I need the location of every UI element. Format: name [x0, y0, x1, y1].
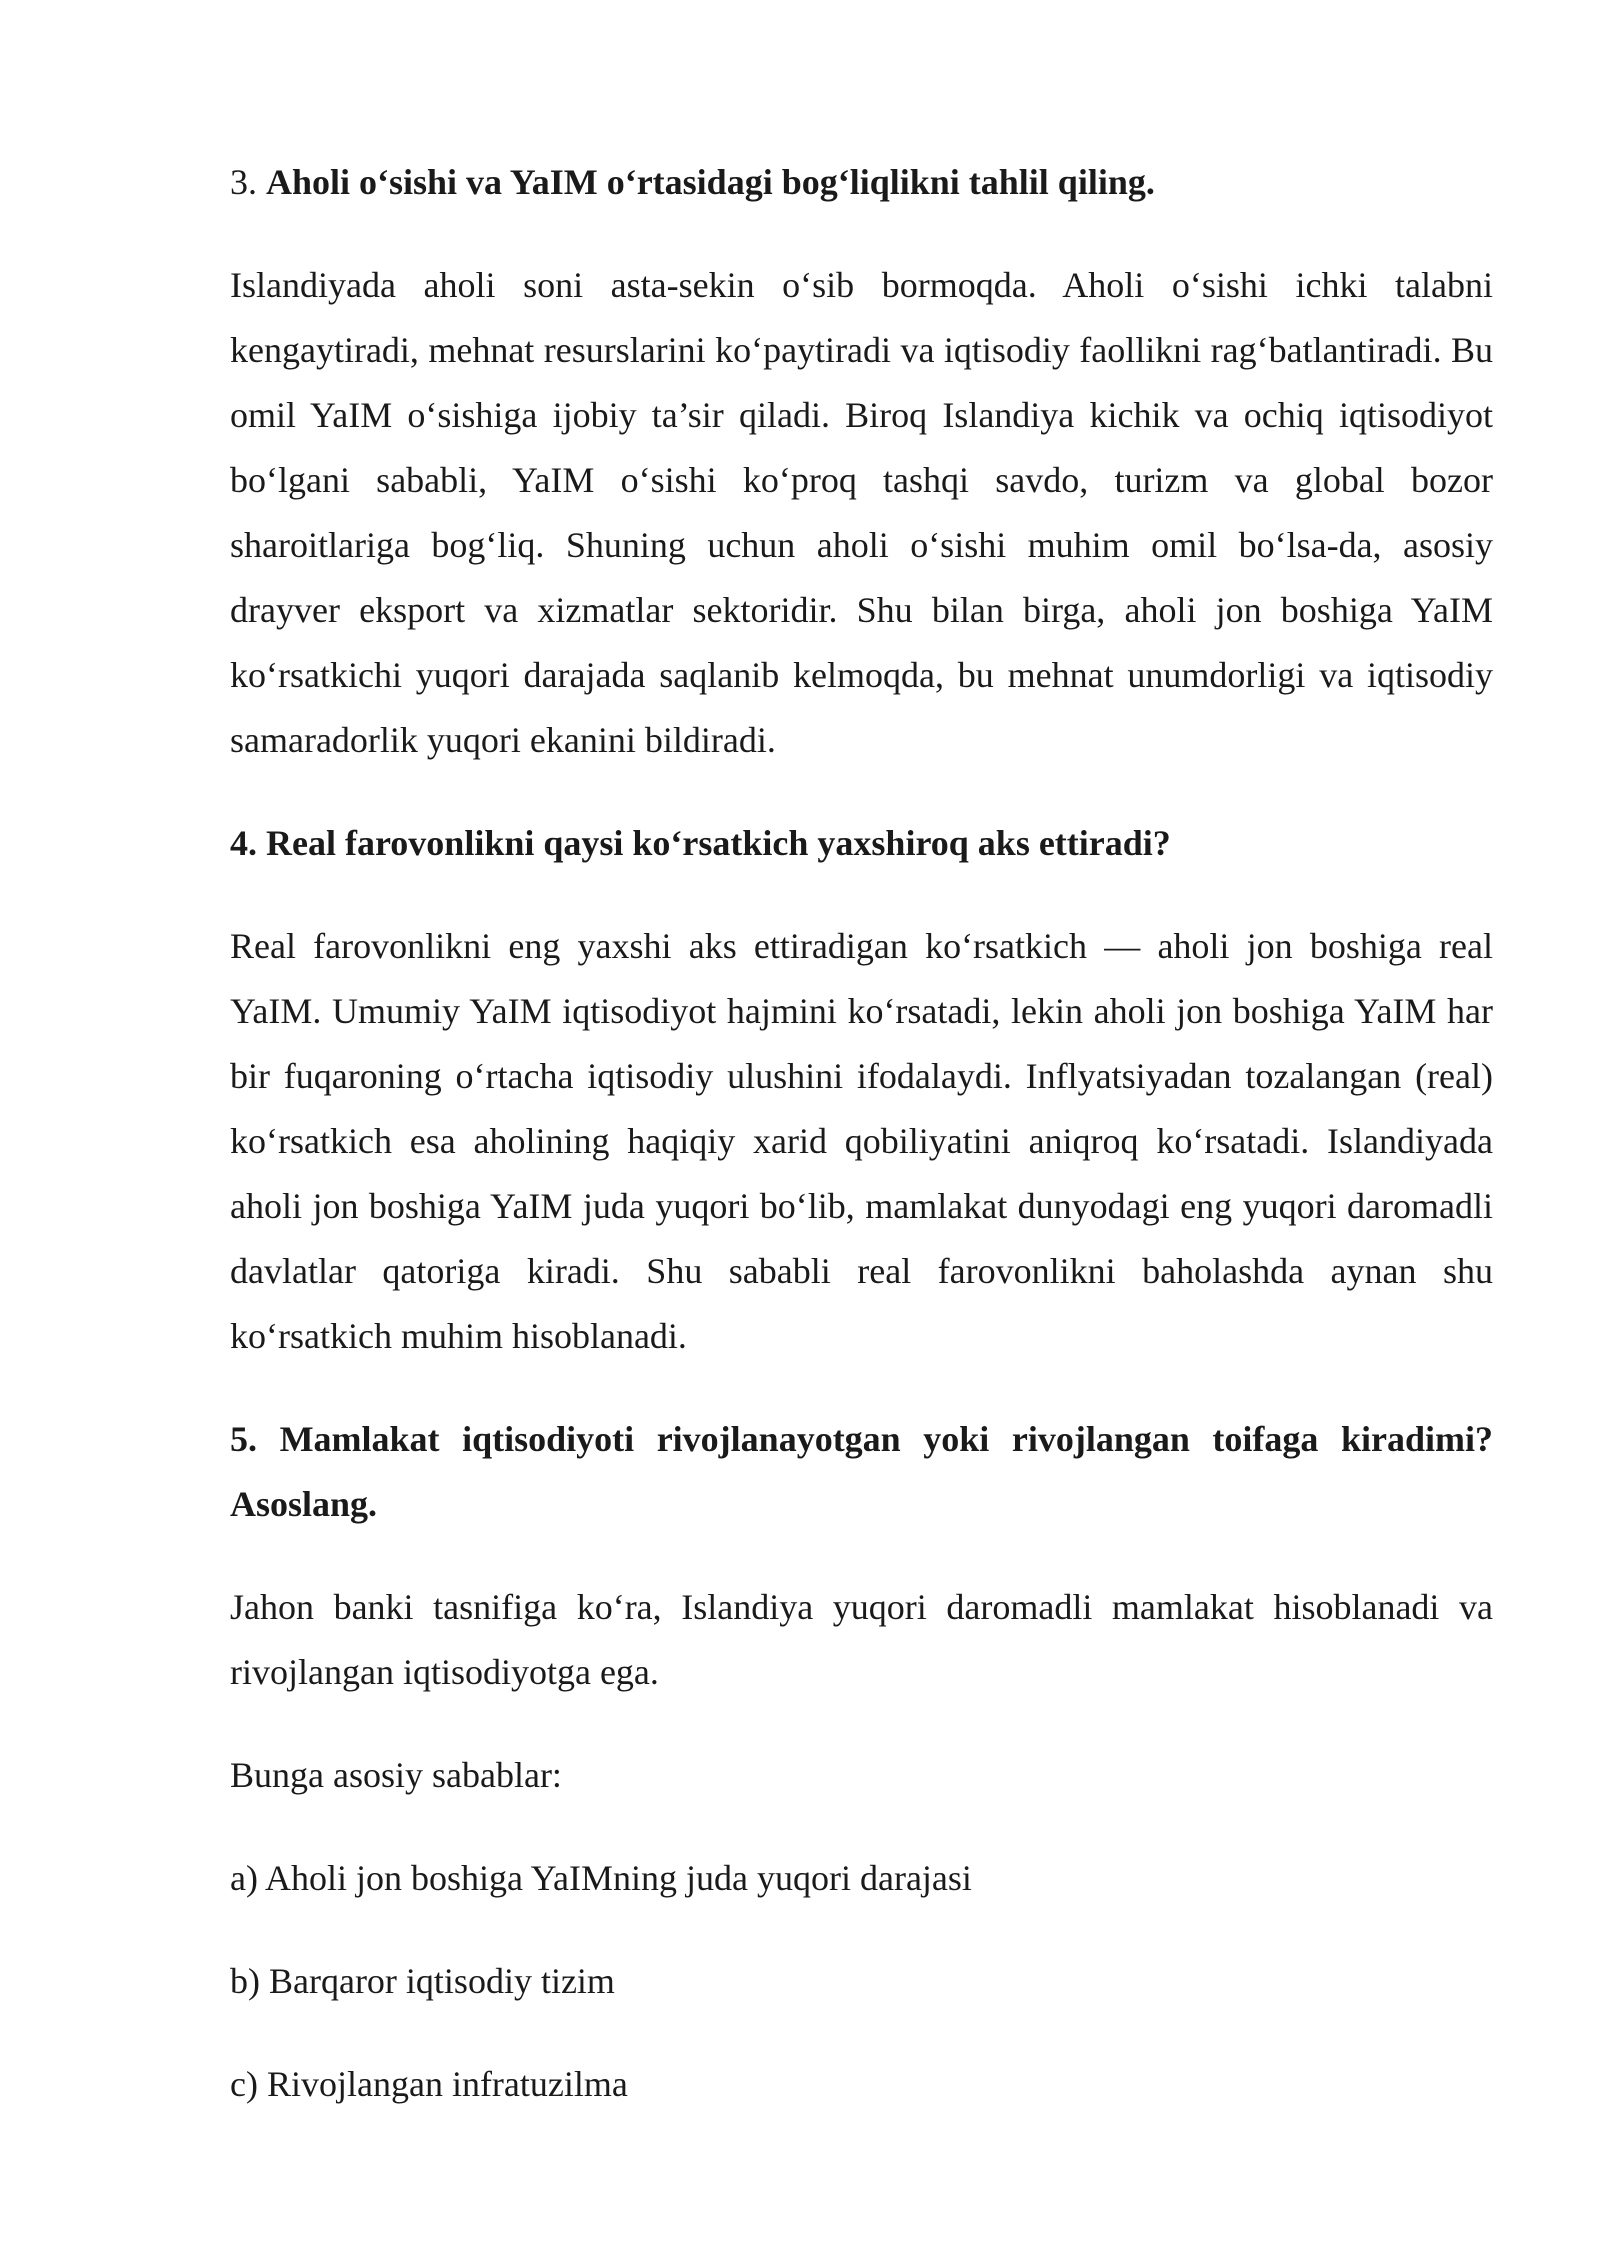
list-item: a) Aholi jon boshiga YaIMning juda yuqori darajasi: [230, 1858, 972, 1898]
list-item: b) Barqaror iqtisodiy tizim: [230, 1961, 615, 2001]
section-3-body: Islandiyada aholi soni asta-sekin o‘sib bormoqda. Aholi o‘sishi ichki talabni kengaytiradi, mehnat resurslarini ko‘paytiradi va iqtisodiy faollikni rag‘batlantiradi. Bu omil YaIM o‘sishiga ijobiy ta’sir qiladi. Biroq Islandiya kichik va ochiq iqtisodiyot bo‘lgani sababli, YaIM o‘sishi ko‘proq tashqi savdo, turizm va global bozor sharoitlariga bog‘liq. Shuning uchun aholi o‘sishi muhim omil bo‘lsa-da, asosiy drayver eksport va xizmatlar sektoridir. Shu bilan birga, aholi jon boshiga YaIM ko‘rsatkichi yuqori darajada saqlanib kelmoqda, bu mehnat unumdorligi va iqtisodiy samaradorlik yuqori ekanini bildiradi.: [230, 265, 1493, 760]
document-page: [230, 150, 1493, 2117]
section-4-body: Real farovonlikni eng yaxshi aks ettiradigan ko‘rsatkich — aholi jon boshiga real YaIM. Umumiy YaIM iqtisodiyot hajmini ko‘rsatadi, lekin aholi jon boshiga YaIM har bir fuqaroning o‘rtacha iqtisodiy ulushini ifodalaydi. Inflyatsiyadan tozalangan (real) ko‘rsatkich esa aholining haqiqiy xarid qobiliyatini aniqroq ko‘rsatadi. Islandiyada aholi jon boshiga YaIM juda yuqori bo‘lib, mamlakat dunyodagi eng yuqori daromadli davlatlar qatoriga kiradi. Shu sababli real farovonlikni baholashda aynan shu ko‘rsatkich muhim hisoblanadi.: [230, 926, 1493, 1356]
section-3-heading: [230, 150, 1493, 215]
section-5-body: Jahon banki tasnifiga ko‘ra, Islandiya yuqori daromadli mamlakat hisoblanadi va rivojlangan iqtisodiyotga ega.: [230, 1587, 1493, 1692]
section-4-heading: 4. Real farovonlikni qaysi ko‘rsatkich yaxshiroq aks ettiradi?: [230, 823, 1171, 863]
section-3-title: Aholi o‘sishi va YaIM o‘rtasidagi bog‘liqlikni tahlil qiling.: [266, 162, 1155, 202]
section-5-heading: 5. Mamlakat iqtisodiyoti rivojlanayotgan yoki rivojlangan toifaga kiradimi? Asoslang.: [230, 1419, 1493, 1524]
section-3-number: 3.: [230, 162, 257, 202]
reasons-intro: Bunga asosiy sabablar:: [230, 1755, 562, 1795]
list-item: c) Rivojlangan infratuzilma: [230, 2064, 628, 2104]
